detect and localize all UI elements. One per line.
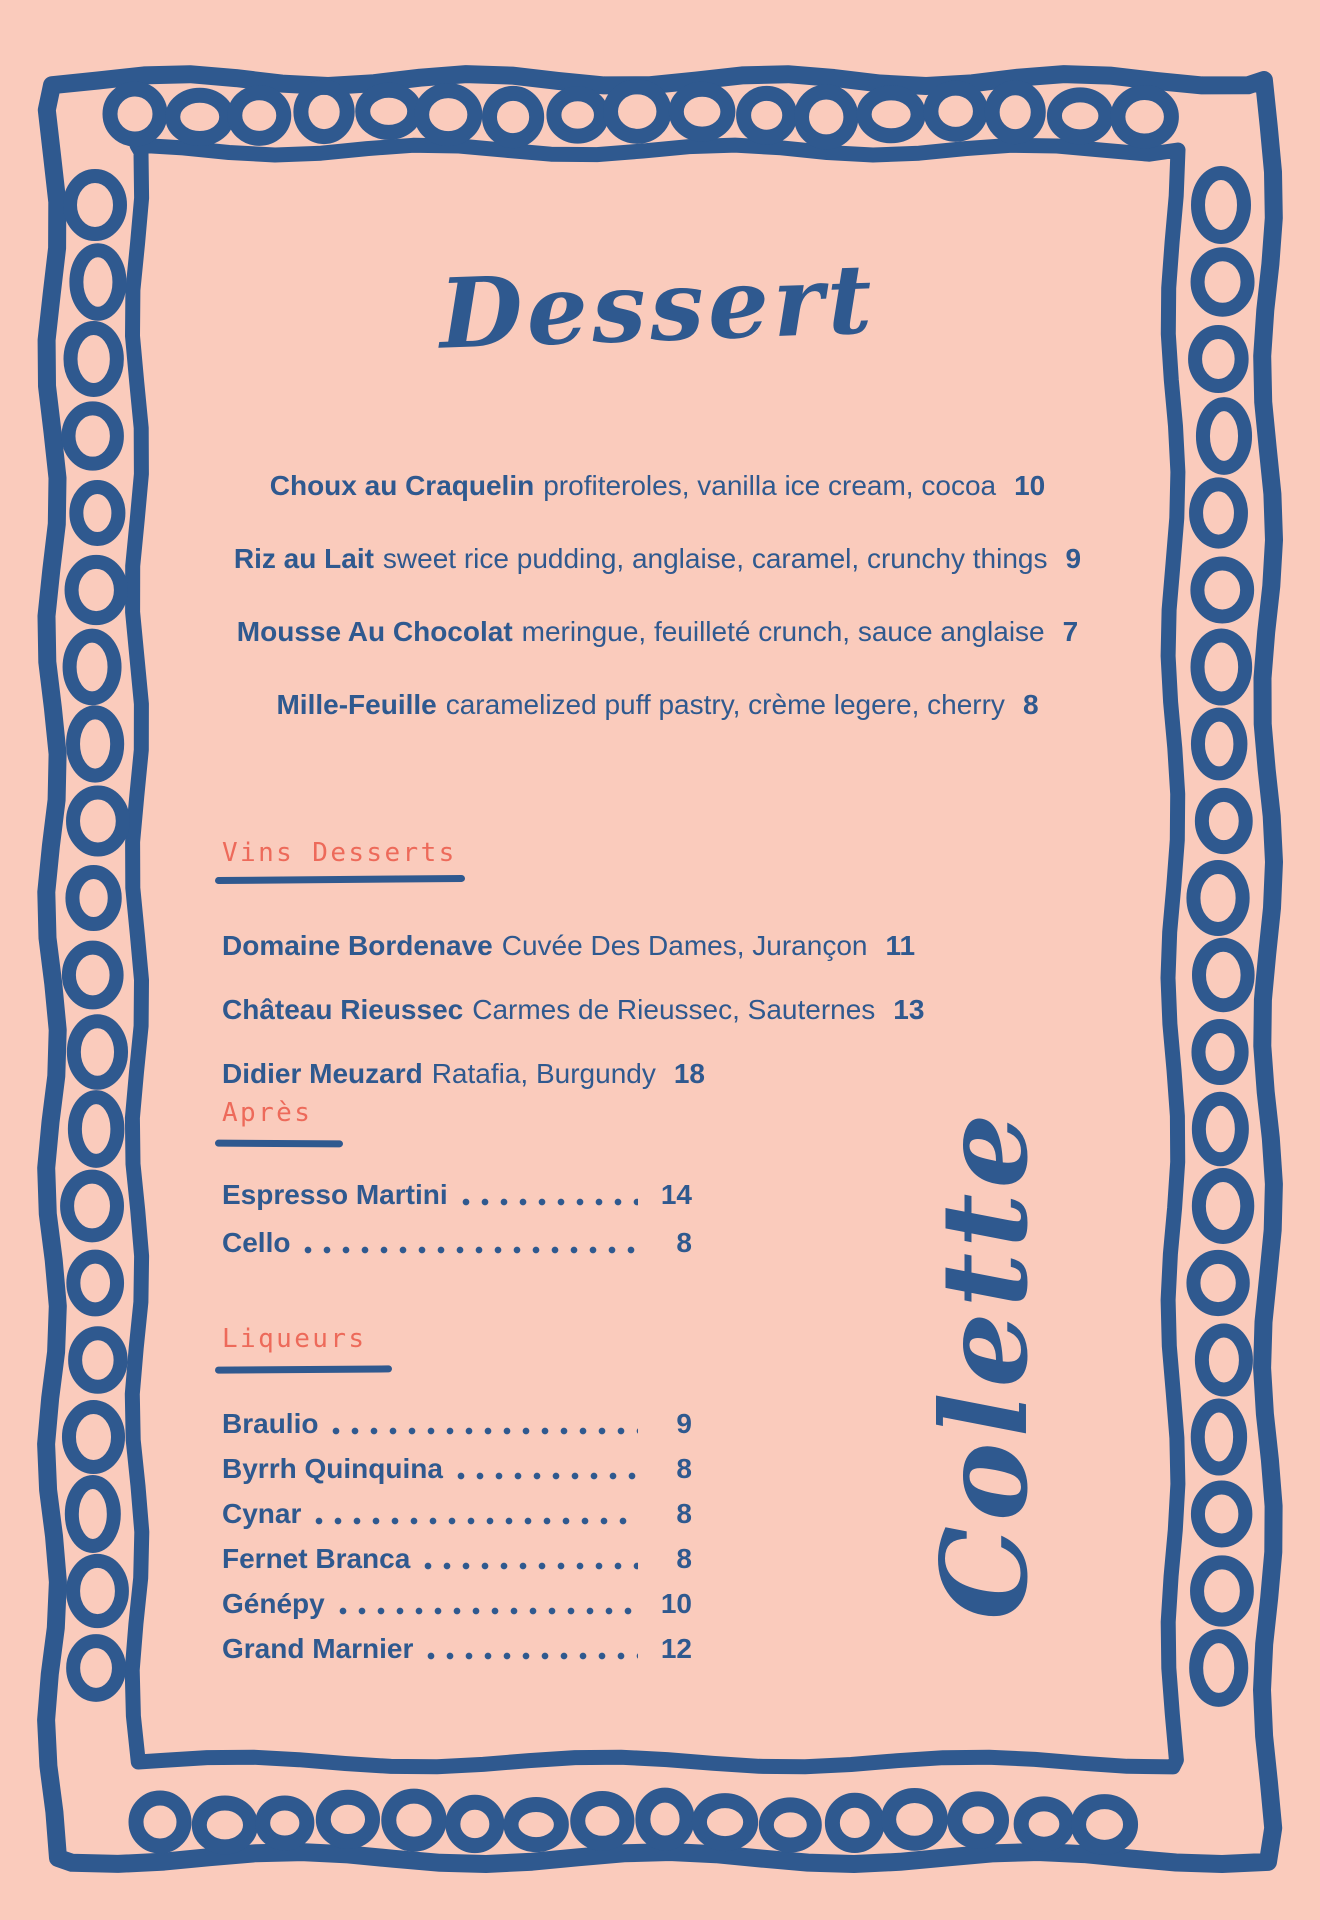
item-price: 8 xyxy=(676,1453,692,1484)
item-name: Byrrh Quinquina xyxy=(222,1453,443,1484)
item-name: Fernet Branca xyxy=(222,1543,411,1574)
item-name: Braulio xyxy=(222,1408,319,1439)
item-description: sweet rice pudding, anglaise, caramel, crunchy things xyxy=(382,543,1048,574)
item-name: Grand Marnier xyxy=(222,1633,414,1664)
heading-underline xyxy=(215,1365,392,1373)
menu-item xyxy=(222,1451,692,1487)
menu-item xyxy=(222,1541,692,1577)
section-heading-liqueurs: Liqueurs xyxy=(222,1324,367,1354)
section-heading-apres: Après xyxy=(222,1098,313,1128)
liqueurs-list xyxy=(222,1406,692,1667)
item-name: Génépy xyxy=(222,1588,325,1619)
dot-leader xyxy=(339,1607,638,1615)
dot-leader xyxy=(457,1472,638,1480)
item-price: 9 xyxy=(1065,543,1082,574)
menu-item xyxy=(120,614,1195,650)
heading-underline xyxy=(215,1140,343,1148)
item-price: 9 xyxy=(676,1408,692,1439)
dot-leader xyxy=(315,1517,638,1525)
dot-leader xyxy=(304,1246,638,1254)
menu-item xyxy=(222,928,982,964)
item-name: Mousse Au Chocolat xyxy=(236,616,513,647)
item-name: Cynar xyxy=(222,1498,302,1529)
menu-item xyxy=(222,1406,692,1442)
item-name: Didier Meuzard xyxy=(222,1058,423,1089)
brand-signature: Colette xyxy=(915,1108,1054,1620)
item-price: 18 xyxy=(673,1058,705,1089)
item-price: 8 xyxy=(676,1227,692,1258)
dessert-list xyxy=(120,468,1195,723)
item-description: profiteroles, vanilla ice cream, cocoa xyxy=(543,470,997,501)
menu-item xyxy=(120,687,1195,723)
item-description: caramelized puff pastry, crème legere, cherry xyxy=(445,689,1005,720)
item-name: Choux au Craquelin xyxy=(269,470,535,501)
item-name: Riz au Lait xyxy=(233,543,374,574)
dot-leader xyxy=(427,1652,638,1660)
menu-item xyxy=(120,468,1195,504)
item-price: 11 xyxy=(885,930,916,961)
dot-leader xyxy=(424,1562,638,1570)
item-price: 12 xyxy=(660,1633,692,1664)
item-price: 7 xyxy=(1062,616,1079,647)
menu-item xyxy=(222,1177,692,1213)
item-description: Carmes de Rieussec, Sauternes xyxy=(472,994,876,1025)
item-price: 8 xyxy=(676,1543,692,1574)
menu-item xyxy=(222,1586,692,1622)
item-price: 13 xyxy=(893,994,925,1025)
dessert-wines-list xyxy=(222,928,982,1092)
menu-item xyxy=(222,992,982,1028)
dot-leader xyxy=(332,1427,638,1435)
section-heading-vins-desserts: Vins Desserts xyxy=(222,838,457,868)
item-name: Château Rieussec xyxy=(222,994,464,1025)
menu-title: Dessert xyxy=(437,242,878,371)
menu-item xyxy=(222,1225,692,1261)
item-description: Cuvée Des Dames, Jurançon xyxy=(501,930,868,961)
item-price: 10 xyxy=(1014,470,1046,501)
menu-item xyxy=(120,541,1195,577)
apres-list xyxy=(222,1177,692,1261)
item-description: meringue, feuilleté crunch, sauce anglaise xyxy=(521,616,1045,647)
item-price: 14 xyxy=(660,1179,692,1210)
item-price: 10 xyxy=(660,1588,692,1619)
item-name: Domaine Bordenave xyxy=(222,930,493,961)
item-price: 8 xyxy=(1022,689,1039,720)
dot-leader xyxy=(462,1198,638,1206)
item-name: Cello xyxy=(222,1227,291,1258)
menu-item xyxy=(222,1631,692,1667)
item-description: Ratafia, Burgundy xyxy=(431,1058,656,1089)
item-name: Mille-Feuille xyxy=(276,689,437,720)
item-name: Espresso Martini xyxy=(222,1179,448,1210)
menu-item xyxy=(222,1496,692,1532)
item-price: 8 xyxy=(676,1498,692,1529)
menu-item xyxy=(222,1056,982,1092)
